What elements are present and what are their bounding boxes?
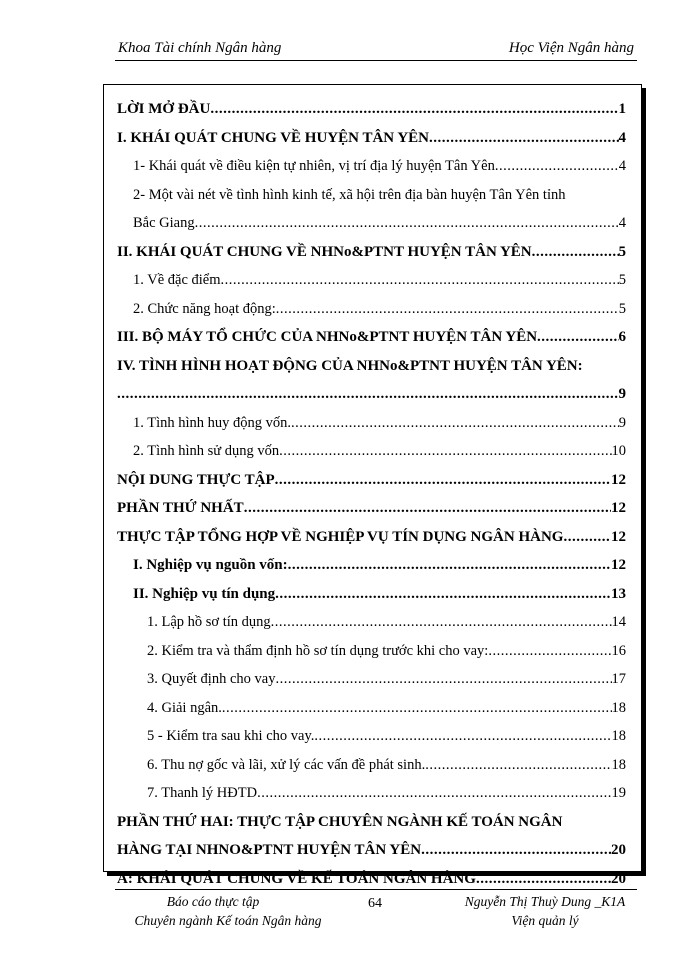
toc-entry <box>117 523 626 552</box>
toc-entry-page: 4 <box>618 129 626 146</box>
toc-entry-continuation <box>117 836 626 865</box>
toc-entry-page: 18 <box>611 699 626 716</box>
footer-institute: Viện quản lý <box>511 913 579 928</box>
toc-entry-page: 4 <box>618 158 626 174</box>
dot-leader <box>421 836 611 865</box>
toc-entry <box>117 466 626 495</box>
toc-entry <box>117 181 626 210</box>
toc-frame <box>103 84 642 887</box>
toc-entry-page: 18 <box>611 728 626 744</box>
toc-entry <box>117 409 626 438</box>
toc-entry-title: 2. Kiểm tra và thẩm định hồ sơ tín dụng trước khi cho vay: <box>147 642 489 659</box>
dot-leader <box>244 494 611 523</box>
footer-rule <box>115 889 637 890</box>
toc-entry-title: PHẦN THỨ NHẤT <box>117 500 244 516</box>
toc-entry <box>117 266 626 295</box>
toc-entry-page: 12 <box>611 471 626 488</box>
toc-entry <box>117 352 626 381</box>
dot-leader <box>210 95 618 124</box>
toc-entry-title: IV. TÌNH HÌNH HOẠT ĐỘNG CỦA NHNo&PTNT HUYỆN TÂN YÊN: <box>117 357 583 374</box>
toc-entry <box>117 124 626 153</box>
toc-entry-page: 14 <box>611 614 626 630</box>
toc-entry-title: LỜI MỞ ĐẦU <box>117 101 211 117</box>
dot-leader <box>279 437 611 466</box>
toc-entry-page: 12 <box>611 557 626 573</box>
toc-entry <box>117 437 626 466</box>
header-rule <box>115 60 637 61</box>
toc-entry-page: 6 <box>618 329 626 345</box>
toc-entry-page: 1 <box>618 101 626 117</box>
dot-leader <box>275 580 611 609</box>
toc-entry-page: 4 <box>618 215 626 231</box>
dot-leader <box>495 152 619 181</box>
toc-entry-title: I. KHÁI QUÁT CHUNG VỀ HUYỆN TÂN YÊN <box>117 129 429 146</box>
toc-entry <box>117 637 626 666</box>
dot-leader <box>117 380 619 409</box>
toc-entry-page: 13 <box>611 585 626 602</box>
header-left: Khoa Tài chính Ngân hàng <box>118 40 282 56</box>
dot-leader <box>537 323 618 352</box>
toc-entry-page: 5 <box>618 300 626 317</box>
toc-entry-title: 4. Giải ngân. <box>147 699 222 716</box>
toc-entry <box>117 779 626 808</box>
toc-entry-title: PHẦN THỨ HAI: THỰC TẬP CHUYÊN NGÀNH KẾ TOÁN NGÂN <box>117 813 563 830</box>
dot-leader <box>291 409 619 438</box>
dot-leader <box>276 295 619 324</box>
dot-leader <box>275 665 611 694</box>
toc-entry-title: 1. Lập hồ sơ tín dụng <box>147 614 271 630</box>
toc-entry-title: 1. Tình hình huy động vốn. <box>133 414 292 431</box>
toc-entry <box>117 152 626 181</box>
toc-entry-title: 1- Khái quát về điều kiện tự nhiên, vị trí địa lý huyện Tân Yên <box>133 158 495 174</box>
table-of-contents <box>117 95 626 893</box>
toc-entry <box>117 608 626 637</box>
header-right: Học Viện Ngân hàng <box>508 40 634 56</box>
page-number: 64 <box>368 896 382 911</box>
toc-entry-title: II. Nghiệp vụ tín dụng <box>133 585 276 602</box>
dot-leader <box>425 751 611 780</box>
toc-entry <box>117 808 626 837</box>
toc-entry <box>117 323 626 352</box>
toc-entry-page: 20 <box>611 870 626 887</box>
toc-entry <box>117 238 626 267</box>
toc-entry-title: 1. Về đặc điểm <box>133 272 221 288</box>
dot-leader <box>221 266 619 295</box>
toc-entry <box>117 580 626 609</box>
toc-entry-title: 2. Tình hình sử dụng vốn <box>133 443 280 459</box>
toc-entry-title: II. KHÁI QUÁT CHUNG VỀ NHNo&PTNT HUYỆN TÂN YÊN <box>117 243 532 260</box>
toc-entry-page: 18 <box>611 756 626 773</box>
dot-leader <box>275 466 611 495</box>
toc-entry-page: 12 <box>611 500 626 516</box>
toc-entry-page: 5 <box>618 272 626 288</box>
dot-leader <box>257 779 611 808</box>
toc-entry <box>117 551 626 580</box>
toc-entry-page: 19 <box>611 785 626 801</box>
footer-author: Nguyễn Thị Thuỳ Dung _K1A <box>464 894 626 909</box>
dot-leader <box>271 608 612 637</box>
toc-entry-page: 16 <box>611 642 626 659</box>
toc-entry-title: 7. Thanh lý HĐTD <box>147 785 258 801</box>
dot-leader <box>222 694 612 723</box>
dot-leader <box>429 124 619 153</box>
toc-entry <box>117 95 626 124</box>
toc-entry-title: 2- Một vài nét về tình hình kinh tế, xã hội trên địa bàn huyện Tân Yên tỉnh <box>133 186 566 203</box>
toc-entry-page: 20 <box>611 842 626 858</box>
dot-leader <box>488 637 611 666</box>
toc-entry-title: III. BỘ MÁY TỔ CHỨC CỦA NHNo&PTNT HUYỆN TÂN YÊN <box>117 329 538 345</box>
toc-entry-title: I. Nghiệp vụ nguồn vốn: <box>133 557 288 573</box>
toc-entry-page: 17 <box>611 671 626 687</box>
toc-entry <box>117 751 626 780</box>
toc-entry <box>117 665 626 694</box>
toc-entry-page: 9 <box>618 386 626 402</box>
dot-leader <box>288 551 611 580</box>
dot-leader <box>314 722 611 751</box>
toc-entry-continuation <box>117 209 626 238</box>
dot-leader <box>195 209 619 238</box>
toc-entry-page: 12 <box>611 528 626 545</box>
toc-entry-title: 3. Quyết định cho vay <box>147 671 276 687</box>
toc-entry <box>117 295 626 324</box>
footer-major-label: Chuyên ngành Kế toán Ngân hàng <box>134 913 322 928</box>
footer-report-label: Báo cáo thực tập <box>166 894 260 909</box>
toc-entry-page: 5 <box>618 243 626 260</box>
toc-entry-title-continuation: Bắc Giang <box>133 215 195 231</box>
toc-entry <box>117 722 626 751</box>
dot-leader <box>532 238 619 267</box>
toc-entry-title: 2. Chức năng hoạt động: <box>133 300 276 317</box>
dot-leader <box>563 523 611 552</box>
toc-entry-title: NỘI DUNG THỰC TẬP <box>117 471 275 488</box>
toc-entry <box>117 494 626 523</box>
toc-entry <box>117 694 626 723</box>
toc-entry-title: THỰC TẬP TỔNG HỢP VỀ NGHIỆP VỤ TÍN DỤNG NGÂN HÀNG <box>117 528 564 545</box>
toc-entry-title: 6. Thu nợ gốc và lãi, xử lý các vấn đề phát sinh. <box>147 756 426 773</box>
toc-entry-page: 9 <box>618 414 626 431</box>
toc-entry-title: A: KHÁI QUÁT CHUNG VỀ KẾ TOÁN NGÂN HÀNG <box>117 870 476 887</box>
toc-entry-continuation <box>117 380 626 409</box>
toc-entry-page: 10 <box>611 443 626 459</box>
toc-entry-title-continuation: HÀNG TẠI NHNO&PTNT HUYỆN TÂN YÊN <box>117 842 422 858</box>
toc-entry-title: 5 - Kiểm tra sau khi cho vay. <box>147 728 315 744</box>
